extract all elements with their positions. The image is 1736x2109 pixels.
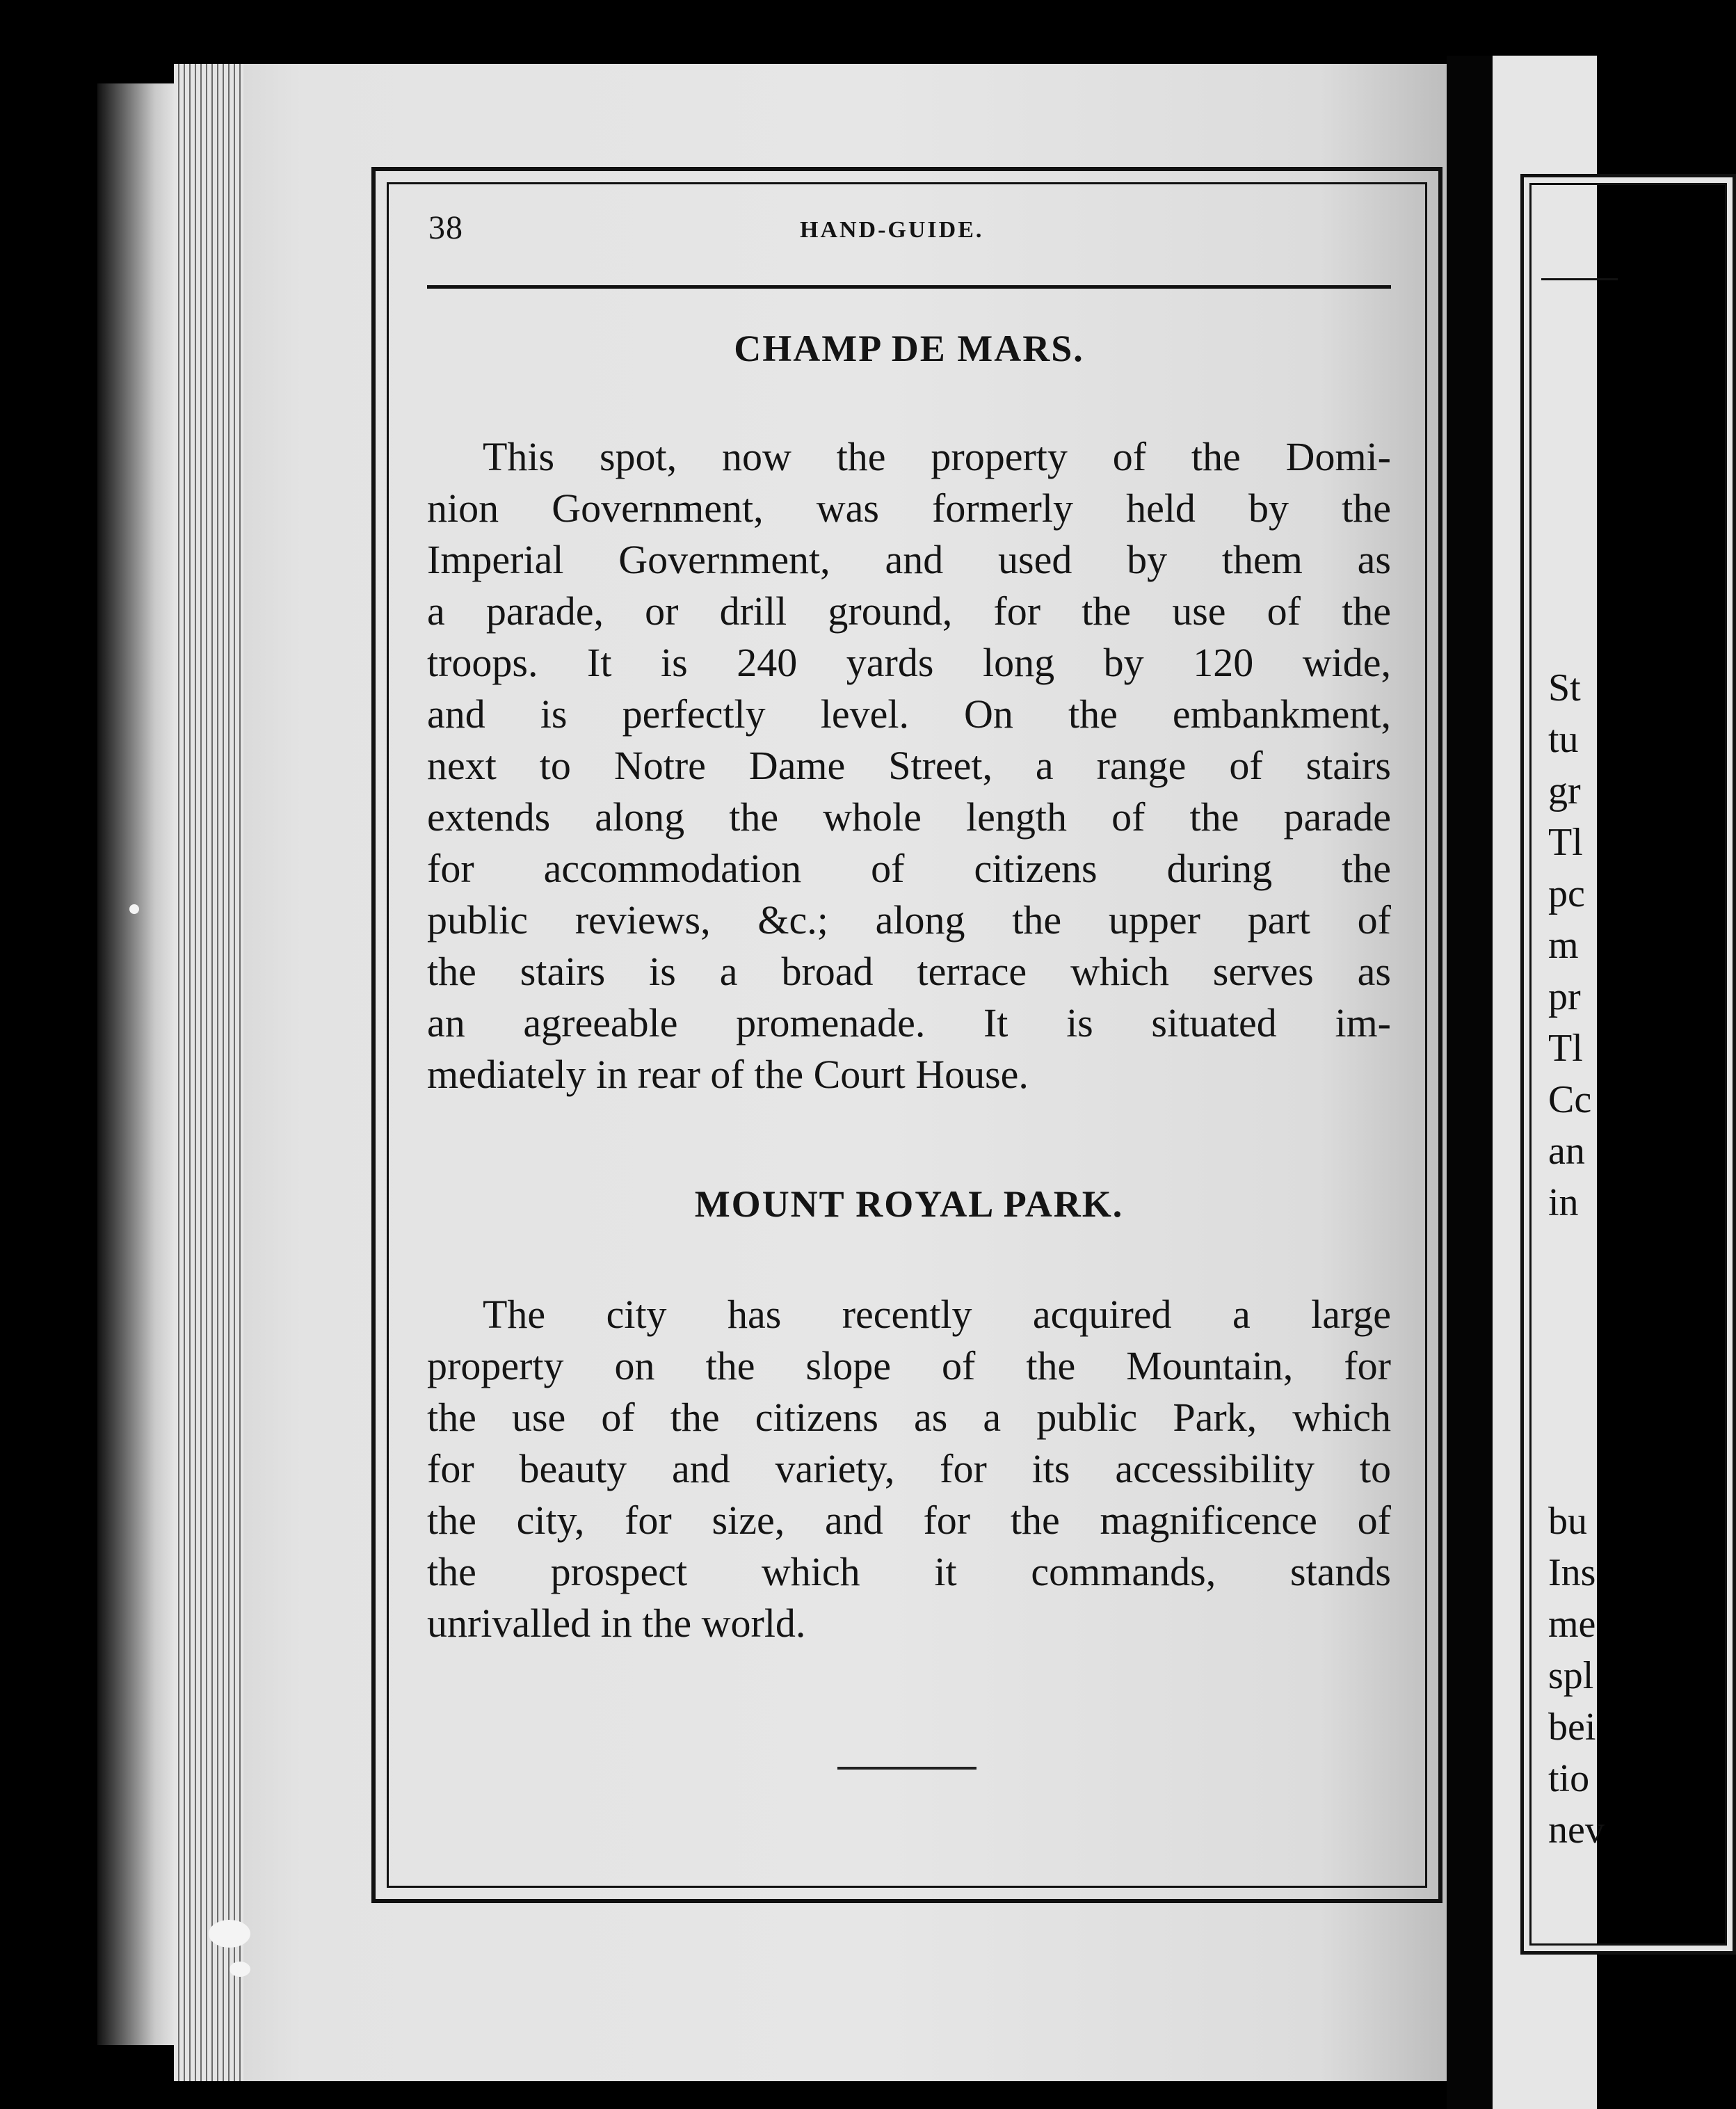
text-line: a parade, or drill ground, for the use of the <box>427 588 1391 634</box>
header-rule <box>427 285 1391 289</box>
facing-fragment: in <box>1548 1181 1579 1224</box>
text-line: unrivalled in the world. <box>427 1601 806 1646</box>
scan-speck <box>209 1920 250 1948</box>
text-line: This spot, now the property of the Domi- <box>483 434 1391 479</box>
text-line: an agreeable promenade. It is situated im- <box>427 1000 1391 1045</box>
facing-fragment: spl <box>1548 1654 1594 1697</box>
facing-fragment: bu <box>1548 1500 1587 1543</box>
facing-fragment: gr <box>1548 769 1581 812</box>
facing-fragment: m <box>1548 924 1579 967</box>
running-head: HAND-GUIDE. <box>800 217 984 243</box>
text-line: Imperial Government, and used by them as <box>427 537 1391 582</box>
text-line: extends along the whole length of the parade <box>427 794 1391 840</box>
text-line: the use of the citizens as a public Park, which <box>427 1395 1391 1440</box>
facing-fragment: me <box>1548 1603 1596 1646</box>
facing-fragment: Tl <box>1548 821 1583 864</box>
book-gutter <box>1447 56 1493 2109</box>
page-number: 38 <box>428 209 463 246</box>
text-line: public reviews, &c.; along the upper part of <box>427 897 1391 943</box>
text-line: for accommodation of citizens during the <box>427 846 1391 891</box>
facing-fragment: St <box>1548 666 1581 709</box>
text-line: mediately in rear of the Court House. <box>427 1052 1029 1097</box>
text-line: property on the slope of the Mountain, for <box>427 1343 1391 1388</box>
scan-speck <box>230 1962 250 1977</box>
text-line: nion Government, was formerly held by the <box>427 486 1391 531</box>
text-line: troops. It is 240 yards long by 120 wide, <box>427 640 1391 685</box>
facing-fragment: pc <box>1548 872 1585 915</box>
section-heading-mount-royal-park: MOUNT ROYAL PARK. <box>694 1183 1124 1225</box>
page-edges <box>174 64 243 2081</box>
scan-speck <box>129 904 139 914</box>
champ-de-mars-paragraph <box>427 431 1391 1100</box>
facing-page-header-rule <box>1541 278 1618 280</box>
facing-page <box>1493 56 1605 2109</box>
closing-rule <box>837 1767 976 1770</box>
text-line: the stairs is a broad terrace which serves as <box>427 949 1391 994</box>
mount-royal-park-paragraph <box>427 1289 1391 1649</box>
text-line: for beauty and variety, for its accessibility to <box>427 1446 1391 1491</box>
facing-fragment: pr <box>1548 975 1581 1018</box>
text-line: and is perfectly level. On the embankment, <box>427 691 1391 737</box>
section-heading-champ-de-mars: CHAMP DE MARS. <box>734 328 1084 369</box>
book-spine-shadow <box>97 83 174 2045</box>
facing-fragment: tu <box>1548 718 1579 761</box>
text-line: the prospect which it commands, stands <box>427 1549 1391 1594</box>
facing-fragment: tio <box>1548 1757 1590 1800</box>
facing-fragment: Tl <box>1548 1027 1583 1070</box>
facing-fragment: Ins <box>1548 1551 1596 1594</box>
text-line: The city has recently acquired a large <box>483 1292 1391 1337</box>
facing-fragment: Cc <box>1548 1078 1592 1121</box>
text-line: the city, for size, and for the magnificence of <box>427 1498 1391 1543</box>
facing-fragment: bei <box>1548 1706 1596 1749</box>
facing-fragment: nev <box>1548 1809 1605 1852</box>
facing-fragment: an <box>1548 1130 1585 1173</box>
text-line: next to Notre Dame Street, a range of stairs <box>427 743 1391 788</box>
